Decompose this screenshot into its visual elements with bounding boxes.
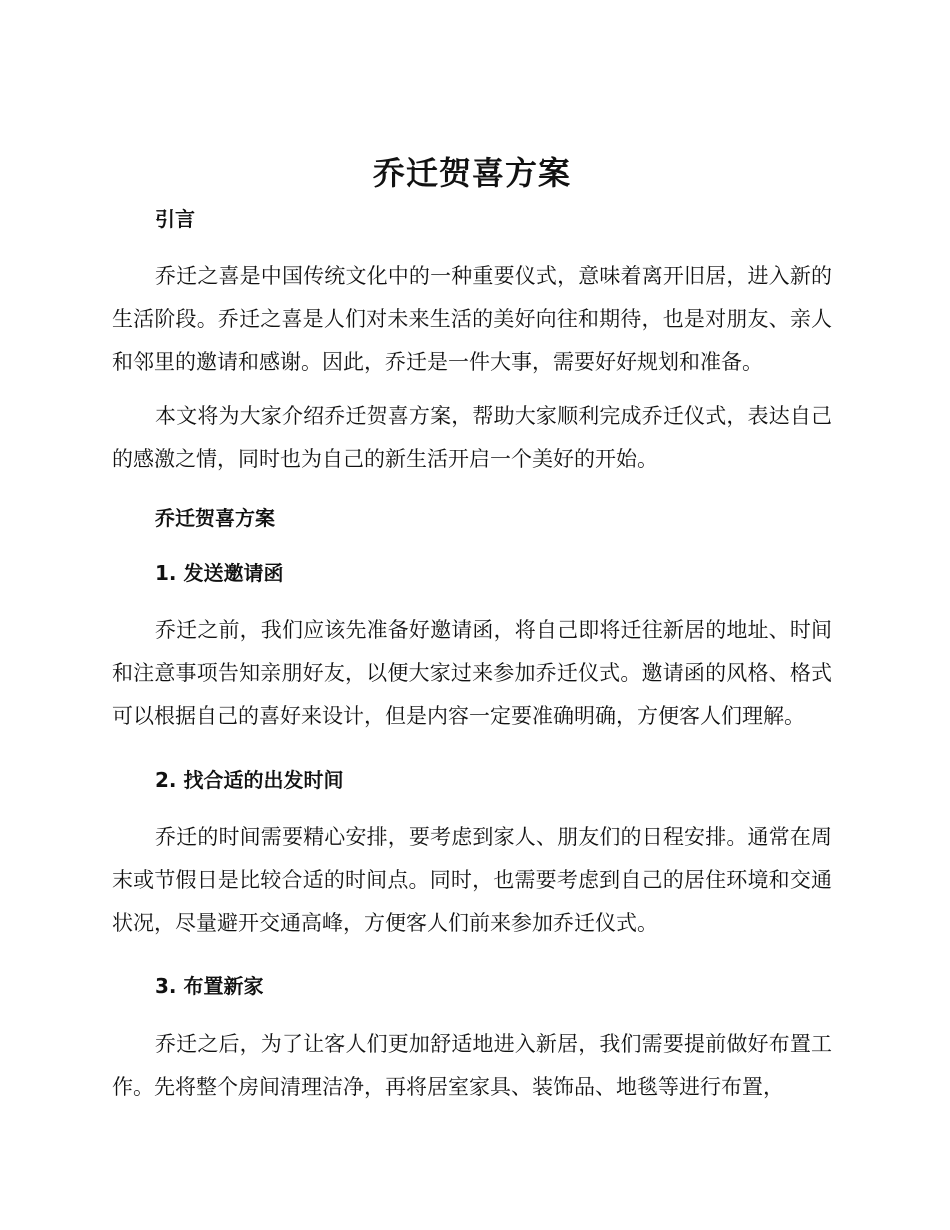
section-2-heading: 2. 找合适的出发时间 [155, 768, 344, 792]
plan-heading: 乔迁贺喜方案 [155, 506, 275, 530]
intro-paragraph-1: 乔迁之喜是中国传统文化中的一种重要仪式，意味着离开旧居，进入新的生活阶段。乔迁之喜是人们对未来生活的美好向往和期待，也是对朋友、亲人和邻里的邀请和感谢。因此，乔迁是一件大事，需要好好规划和准备。 [112, 264, 832, 374]
intro-heading: 引言 [155, 207, 195, 231]
intro-paragraph-2: 本文将为大家介绍乔迁贺喜方案，帮助大家顺利完成乔迁仪式，表达自己的感激之情，同时也为自己的新生活开启一个美好的开始。 [112, 404, 832, 471]
section-2-body: 乔迁的时间需要精心安排，要考虑到家人、朋友们的日程安排。通常在周末或节假日是比较合适的时间点。同时，也需要考虑到自己的居住环境和交通状况，尽量避开交通高峰，方便客人们前来参加乔迁仪式。 [112, 825, 832, 935]
section-1-body: 乔迁之前，我们应该先准备好邀请函，将自己即将迁往新居的地址、时间和注意事项告知亲朋好友，以便大家过来参加乔迁仪式。邀请函的风格、格式可以根据自己的喜好来设计，但是内容一定要准确明确，方便客人们理解。 [112, 618, 832, 728]
section-3-heading: 3. 布置新家 [155, 974, 264, 998]
document-title: 乔迁贺喜方案 [372, 154, 571, 192]
section-1-heading: 1. 发送邀请函 [155, 561, 284, 585]
section-3-body: 乔迁之后，为了让客人们更加舒适地进入新居，我们需要提前做好布置工作。先将整个房间清理洁净，再将居室家具、装饰品、地毯等进行布置， [112, 1032, 832, 1099]
